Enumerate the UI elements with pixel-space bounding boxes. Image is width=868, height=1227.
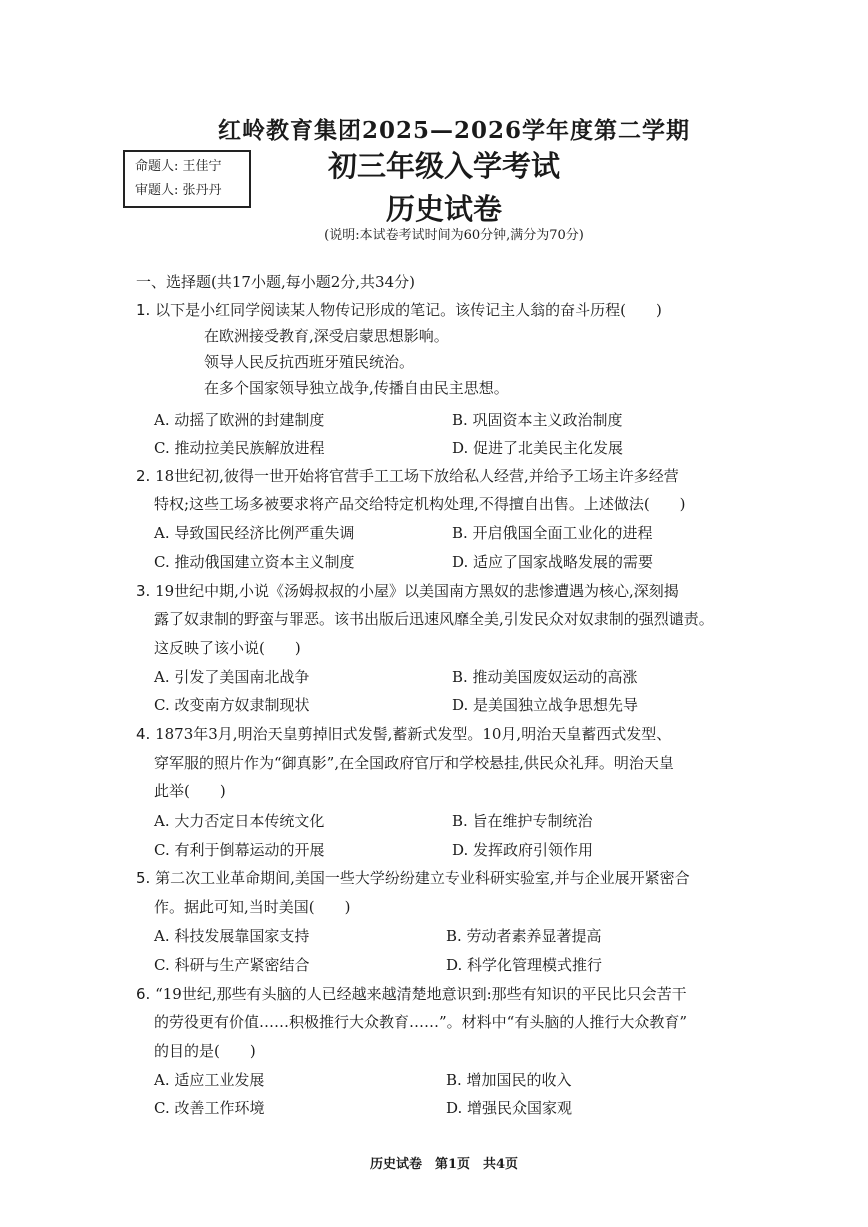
question-1-line-1 (136, 300, 662, 320)
question-number: 1. (136, 301, 151, 319)
exam-note: (说明:本试卷考试时间为60分钟,满分为70分) (324, 228, 584, 243)
question-2-option-c[interactable]: C. 推动俄国建立资本主义制度 (154, 553, 355, 571)
question-1-option-c[interactable]: C. 推动拉美民族解放进程 (154, 439, 325, 457)
question-4-option-b[interactable]: B. 旨在维护专制统治 (452, 812, 593, 830)
question-4-option-c[interactable]: C. 有利于倒幕运动的开展 (154, 841, 325, 859)
question-text: “19世纪,那些有头脑的人已经越来越清楚地意识到:那些有知识的平民比只会苦干 (155, 985, 687, 1003)
question-3-option-a[interactable]: A. 引发了美国南北战争 (154, 668, 310, 686)
question-text: 19世纪中期,小说《汤姆叔叔的小屋》以美国南方黑奴的悲惨遭遇为核心,深刻揭 (155, 582, 679, 600)
question-6-option-c[interactable]: C. 改善工作环境 (154, 1099, 265, 1117)
question-6-option-d[interactable]: D. 增强民众国家观 (446, 1099, 573, 1117)
question-5-option-a[interactable]: A. 科技发展靠国家支持 (154, 927, 310, 945)
question-1-note-1: 在欧洲接受教育,深受启蒙思想影响。 (204, 327, 449, 345)
page-footer: 历史试卷 第1页 共4页 (369, 1157, 519, 1172)
question-3-option-b[interactable]: B. 推动美国废奴运动的高涨 (452, 668, 638, 686)
question-6-line-3: 的目的是( ) (154, 1042, 256, 1060)
question-2-option-b[interactable]: B. 开启俄国全面工业化的进程 (452, 524, 653, 542)
question-3-option-d[interactable]: D. 是美国独立战争思想先导 (452, 696, 639, 714)
question-2-line-1 (136, 466, 679, 486)
question-number: 5. (136, 869, 151, 887)
question-4-line-1 (136, 724, 671, 744)
question-2-option-a[interactable]: A. 导致国民经济比例严重失调 (154, 524, 355, 542)
question-text: 1873年3月,明治天皇剪掉旧式发髻,蓄新式发型。10月,明治天皇蓄西式发型、 (155, 725, 672, 743)
question-text: 18世纪初,彼得一世开始将官营手工工场下放给私人经营,并给予工场主许多经营 (155, 467, 679, 485)
question-6-line-1 (136, 984, 687, 1004)
question-5-line-1 (136, 868, 690, 888)
author-line: 命题人: 王佳宁 (135, 159, 222, 174)
question-number: 4. (136, 725, 151, 743)
question-number: 2. (136, 467, 151, 485)
question-number: 6. (136, 985, 151, 1003)
question-3-option-c[interactable]: C. 改变南方奴隶制现状 (154, 696, 310, 714)
subject-title: 历史试卷 (385, 192, 502, 226)
question-4-option-a[interactable]: A. 大力否定日本传统文化 (154, 812, 325, 830)
reviewer-line: 审题人: 张丹丹 (135, 183, 222, 198)
question-2-option-d[interactable]: D. 适应了国家战略发展的需要 (452, 553, 654, 571)
question-6-line-2: 的劳役更有价值……积极推行大众教育……”。材料中“有头脑的人推行大众教育” (154, 1013, 688, 1031)
question-1-note-2: 领导人民反抗西班牙殖民统治。 (204, 353, 415, 371)
question-1-option-a[interactable]: A. 动摇了欧洲的封建制度 (154, 411, 325, 429)
question-3-line-3: 这反映了该小说( ) (154, 639, 301, 657)
question-5-option-b[interactable]: B. 劳动者素养显著提高 (446, 927, 602, 945)
question-text: 以下是小红同学阅读某人物传记形成的笔记。该传记主人翁的奋斗历程( ) (155, 301, 662, 319)
question-6-option-a[interactable]: A. 适应工业发展 (154, 1071, 265, 1089)
school-title: 红岭教育集团2025—2026学年度第二学期 (217, 117, 691, 144)
question-5-option-d[interactable]: D. 科学化管理模式推行 (446, 956, 603, 974)
question-text: 第二次工业革命期间,美国一些大学纷纷建立专业科研实验室,并与企业展开紧密合 (155, 869, 690, 887)
question-1-option-b[interactable]: B. 巩固资本主义政治制度 (452, 411, 623, 429)
question-5-option-c[interactable]: C. 科研与生产紧密结合 (154, 956, 310, 974)
question-1-option-d[interactable]: D. 促进了北美民主化发展 (452, 439, 624, 457)
question-6-option-b[interactable]: B. 增加国民的收入 (446, 1071, 572, 1089)
question-3-line-2: 露了奴隶制的野蛮与罪恶。该书出版后迅速风靡全美,引发民众对奴隶制的强烈谴责。 (154, 610, 714, 628)
question-3-line-1 (136, 581, 679, 601)
question-4-line-2: 穿军服的照片作为“御真影”,在全国政府官厅和学校悬挂,供民众礼拜。明治天皇 (154, 754, 674, 772)
question-1-note-3: 在多个国家领导独立战争,传播自由民主思想。 (204, 379, 509, 397)
question-5-line-2: 作。据此可知,当时美国( ) (154, 898, 351, 916)
section-title: 一、选择题(共17小题,每小题2分,共34分) (136, 273, 415, 291)
question-4-line-3: 此举( ) (154, 782, 226, 800)
question-4-option-d[interactable]: D. 发挥政府引领作用 (452, 841, 594, 859)
question-2-line-2: 特权;这些工场多被要求将产品交给特定机构处理,不得擅自出售。上述做法( ) (154, 495, 686, 513)
question-number: 3. (136, 582, 151, 600)
grade-title: 初三年级入学考试 (327, 149, 560, 183)
